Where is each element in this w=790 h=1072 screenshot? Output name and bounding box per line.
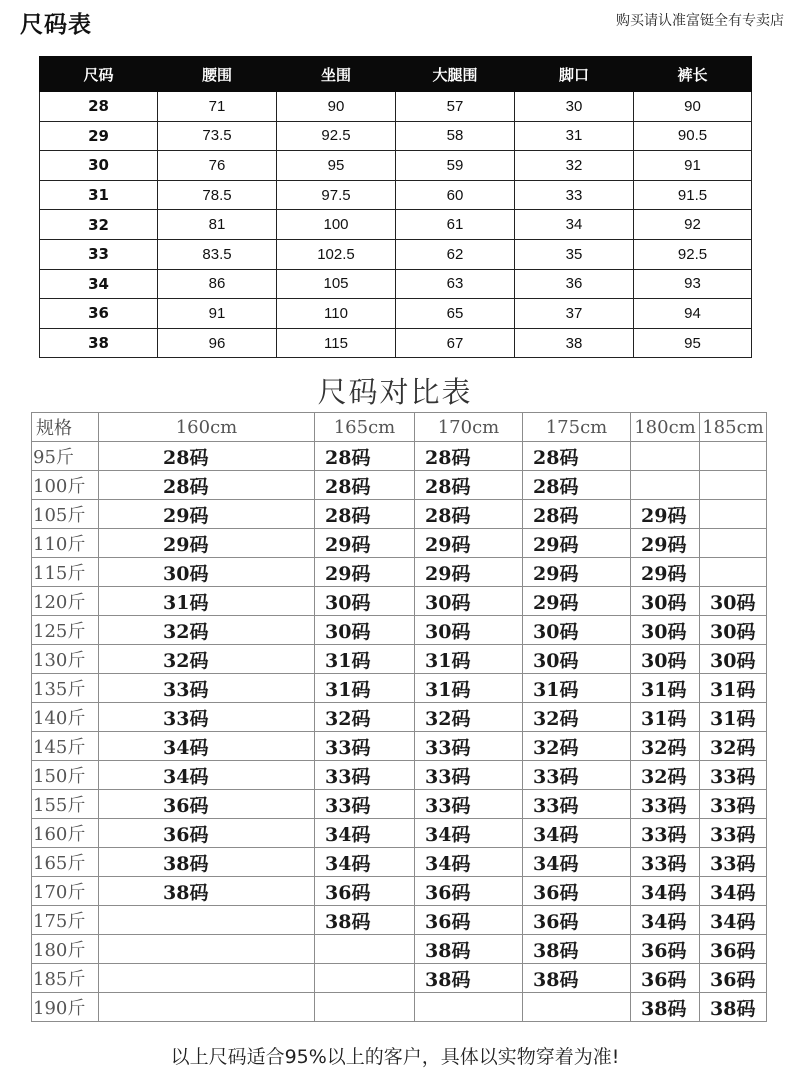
size-cell: 30码 [523, 645, 631, 674]
size-cell: 32码 [99, 645, 315, 674]
size-cell: 29码 [631, 529, 700, 558]
size-cell: 32码 [315, 703, 415, 732]
size-cell: 34码 [415, 848, 523, 877]
size-cell: 32码 [700, 732, 767, 761]
size-cell: 36码 [631, 935, 700, 964]
size-value-cell: 32 [515, 151, 634, 181]
size-cell: 32码 [631, 732, 700, 761]
size-cell: 33码 [415, 761, 523, 790]
size-value-cell: 35 [515, 239, 634, 269]
size-value-cell: 34 [515, 210, 634, 240]
size-table-header [40, 57, 752, 92]
size-value-cell: 110 [277, 299, 396, 329]
height-header-cell: 180cm [631, 413, 700, 442]
size-cell: 28码 [315, 500, 415, 529]
size-value-cell: 38 [515, 328, 634, 358]
size-cell: 38码 [99, 848, 315, 877]
weight-cell: 115斤 [32, 558, 99, 587]
spec-header-cell: 规格 [32, 413, 99, 442]
size-value-cell: 33 [515, 180, 634, 210]
size-cell: 30码 [99, 558, 315, 587]
size-cell: 29码 [523, 558, 631, 587]
weight-cell: 130斤 [32, 645, 99, 674]
size-value-cell: 30 [515, 92, 634, 122]
size-cell: 34码 [523, 819, 631, 848]
size-cell: 28码 [99, 471, 315, 500]
table-row [32, 993, 767, 1022]
size-cell: 31码 [631, 703, 700, 732]
size-cell: 30码 [523, 616, 631, 645]
size-cell: 36码 [99, 790, 315, 819]
table-row [32, 645, 767, 674]
weight-cell: 140斤 [32, 703, 99, 732]
size-value-cell: 31 [515, 121, 634, 151]
size-cell: 33码 [700, 848, 767, 877]
size-cell [99, 964, 315, 993]
size-cell: 38码 [523, 964, 631, 993]
size-cell: 29码 [523, 529, 631, 558]
size-cell: 33码 [415, 732, 523, 761]
size-value-cell: 92.5 [277, 121, 396, 151]
size-cell [99, 993, 315, 1022]
size-cell [315, 935, 415, 964]
size-header-cell: 坐围 [277, 57, 396, 92]
size-cell: 30码 [415, 616, 523, 645]
table-row [32, 587, 767, 616]
height-header-cell: 175cm [523, 413, 631, 442]
size-cell: 36码 [700, 964, 767, 993]
size-cell: 30码 [631, 645, 700, 674]
size-cell: 28码 [315, 442, 415, 471]
size-cell: 29码 [315, 558, 415, 587]
size-cell: 31码 [631, 674, 700, 703]
size-cell: 34码 [99, 761, 315, 790]
height-header-cell: 160cm [99, 413, 315, 442]
size-value-cell: 78.5 [158, 180, 277, 210]
table-row [32, 877, 767, 906]
weight-cell: 190斤 [32, 993, 99, 1022]
size-cell: 33码 [700, 761, 767, 790]
size-cell: 33码 [523, 790, 631, 819]
height-header-cell: 165cm [315, 413, 415, 442]
size-cell: 32码 [99, 616, 315, 645]
size-cell [415, 993, 523, 1022]
weight-cell: 180斤 [32, 935, 99, 964]
size-value-cell: 94 [634, 299, 752, 329]
size-cell: 29码 [99, 500, 315, 529]
size-cell [700, 471, 767, 500]
size-value-cell: 115 [277, 328, 396, 358]
size-value-cell: 71 [158, 92, 277, 122]
table-row [40, 299, 752, 329]
size-cell [315, 993, 415, 1022]
size-cell: 32码 [415, 703, 523, 732]
size-value-cell: 81 [158, 210, 277, 240]
size-label-cell: 38 [40, 328, 158, 358]
size-cell: 30码 [700, 645, 767, 674]
size-cell: 30码 [700, 616, 767, 645]
size-value-cell: 92.5 [634, 239, 752, 269]
size-value-cell: 91 [634, 151, 752, 181]
size-value-cell: 93 [634, 269, 752, 299]
size-cell: 36码 [315, 877, 415, 906]
size-cell [700, 529, 767, 558]
size-cell: 34码 [99, 732, 315, 761]
size-cell: 29码 [415, 529, 523, 558]
weight-cell: 155斤 [32, 790, 99, 819]
size-cell: 33码 [631, 819, 700, 848]
size-label-cell: 31 [40, 180, 158, 210]
size-cell: 38码 [415, 935, 523, 964]
compare-title: 尺码对比表 [317, 375, 473, 409]
size-value-cell: 37 [515, 299, 634, 329]
size-cell: 31码 [99, 587, 315, 616]
size-cell: 34码 [415, 819, 523, 848]
size-header-cell: 腰围 [158, 57, 277, 92]
size-cell: 30码 [415, 587, 523, 616]
weight-cell: 110斤 [32, 529, 99, 558]
size-value-cell: 58 [396, 121, 515, 151]
size-cell: 31码 [523, 674, 631, 703]
size-cell [700, 442, 767, 471]
size-cell: 33码 [631, 848, 700, 877]
size-header-cell: 尺码 [40, 57, 158, 92]
size-cell: 28码 [523, 471, 631, 500]
size-cell: 36码 [415, 877, 523, 906]
size-value-cell: 96 [158, 328, 277, 358]
table-row [40, 328, 752, 358]
weight-cell: 105斤 [32, 500, 99, 529]
size-cell: 36码 [631, 964, 700, 993]
size-value-cell: 95 [634, 328, 752, 358]
size-cell: 36码 [523, 877, 631, 906]
weight-cell: 165斤 [32, 848, 99, 877]
size-value-cell: 92 [634, 210, 752, 240]
size-cell: 38码 [523, 935, 631, 964]
size-cell: 28码 [415, 500, 523, 529]
size-cell: 36码 [415, 906, 523, 935]
size-cell: 34码 [631, 877, 700, 906]
size-cell: 31码 [700, 674, 767, 703]
size-cell: 30码 [315, 616, 415, 645]
size-cell: 33码 [315, 761, 415, 790]
size-value-cell: 83.5 [158, 239, 277, 269]
size-value-cell: 61 [396, 210, 515, 240]
table-row [32, 500, 767, 529]
size-cell: 28码 [315, 471, 415, 500]
table-row [32, 906, 767, 935]
size-value-cell: 97.5 [277, 180, 396, 210]
size-cell [99, 906, 315, 935]
size-value-cell: 95 [277, 151, 396, 181]
size-cell: 29码 [631, 558, 700, 587]
compare-table-header [32, 413, 767, 442]
table-row [40, 151, 752, 181]
weight-cell: 125斤 [32, 616, 99, 645]
size-cell: 36码 [700, 935, 767, 964]
table-row [32, 471, 767, 500]
size-cell: 33码 [315, 790, 415, 819]
weight-cell: 170斤 [32, 877, 99, 906]
size-value-cell: 36 [515, 269, 634, 299]
size-cell: 32码 [523, 703, 631, 732]
size-label-cell: 33 [40, 239, 158, 269]
size-cell [700, 558, 767, 587]
size-label-cell: 30 [40, 151, 158, 181]
size-cell: 28码 [523, 500, 631, 529]
size-value-cell: 60 [396, 180, 515, 210]
size-cell: 29码 [631, 500, 700, 529]
size-cell: 33码 [700, 790, 767, 819]
size-table [39, 56, 752, 358]
size-label-cell: 29 [40, 121, 158, 151]
size-cell: 32码 [523, 732, 631, 761]
weight-cell: 100斤 [32, 471, 99, 500]
weight-cell: 135斤 [32, 674, 99, 703]
size-value-cell: 91 [158, 299, 277, 329]
size-cell: 30码 [631, 616, 700, 645]
size-cell: 33码 [315, 732, 415, 761]
size-cell: 29码 [99, 529, 315, 558]
table-row [32, 819, 767, 848]
table-row [32, 964, 767, 993]
size-cell [700, 500, 767, 529]
size-value-cell: 73.5 [158, 121, 277, 151]
size-cell: 38码 [631, 993, 700, 1022]
size-label-cell: 36 [40, 299, 158, 329]
size-cell: 36码 [99, 819, 315, 848]
size-value-cell: 65 [396, 299, 515, 329]
table-row [32, 790, 767, 819]
size-cell: 31码 [415, 645, 523, 674]
size-cell: 34码 [631, 906, 700, 935]
weight-cell: 160斤 [32, 819, 99, 848]
size-cell: 33码 [415, 790, 523, 819]
table-row [32, 732, 767, 761]
table-row [32, 848, 767, 877]
size-cell: 28码 [523, 442, 631, 471]
store-notice: 购买请认准富铤全有专卖店 [616, 13, 784, 29]
table-row [40, 121, 752, 151]
size-value-cell: 62 [396, 239, 515, 269]
size-cell: 28码 [415, 471, 523, 500]
weight-cell: 120斤 [32, 587, 99, 616]
table-row [32, 558, 767, 587]
table-row [32, 761, 767, 790]
page-title: 尺码表 [20, 12, 92, 38]
size-cell: 29码 [523, 587, 631, 616]
size-cell: 34码 [315, 819, 415, 848]
size-cell: 34码 [700, 877, 767, 906]
size-cell: 38码 [99, 877, 315, 906]
size-cell: 36码 [523, 906, 631, 935]
size-value-cell: 102.5 [277, 239, 396, 269]
size-cell: 29码 [315, 529, 415, 558]
size-value-cell: 100 [277, 210, 396, 240]
size-label-cell: 32 [40, 210, 158, 240]
size-value-cell: 90 [634, 92, 752, 122]
table-row [32, 529, 767, 558]
size-label-cell: 28 [40, 92, 158, 122]
table-row [32, 703, 767, 732]
size-value-cell: 86 [158, 269, 277, 299]
size-header-cell: 裤长 [634, 57, 752, 92]
size-cell: 30码 [700, 587, 767, 616]
size-cell: 34码 [523, 848, 631, 877]
size-cell: 28码 [415, 442, 523, 471]
size-cell: 31码 [700, 703, 767, 732]
table-row [40, 210, 752, 240]
size-cell: 33码 [99, 703, 315, 732]
size-value-cell: 105 [277, 269, 396, 299]
size-cell [99, 935, 315, 964]
table-row [40, 239, 752, 269]
size-value-cell: 63 [396, 269, 515, 299]
size-value-cell: 91.5 [634, 180, 752, 210]
size-cell: 34码 [700, 906, 767, 935]
weight-cell: 150斤 [32, 761, 99, 790]
size-value-cell: 90.5 [634, 121, 752, 151]
footnote: 以上尺码适合95%以上的客户，具体以实物穿着为准! [170, 1046, 620, 1068]
size-cell: 33码 [700, 819, 767, 848]
weight-cell: 95斤 [32, 442, 99, 471]
height-header-cell: 170cm [415, 413, 523, 442]
size-cell: 31码 [415, 674, 523, 703]
size-cell: 31码 [315, 645, 415, 674]
table-row [40, 180, 752, 210]
size-cell: 31码 [315, 674, 415, 703]
size-label-cell: 34 [40, 269, 158, 299]
size-cell: 29码 [415, 558, 523, 587]
weight-cell: 185斤 [32, 964, 99, 993]
size-cell: 30码 [631, 587, 700, 616]
size-cell: 32码 [631, 761, 700, 790]
size-cell [631, 442, 700, 471]
size-cell: 38码 [315, 906, 415, 935]
size-cell: 28码 [99, 442, 315, 471]
size-cell: 34码 [315, 848, 415, 877]
size-cell: 33码 [523, 761, 631, 790]
size-header-cell: 脚口 [515, 57, 634, 92]
table-row [32, 674, 767, 703]
size-cell [631, 471, 700, 500]
weight-cell: 145斤 [32, 732, 99, 761]
size-value-cell: 59 [396, 151, 515, 181]
size-value-cell: 57 [396, 92, 515, 122]
table-row [32, 442, 767, 471]
size-cell: 38码 [415, 964, 523, 993]
size-cell: 38码 [700, 993, 767, 1022]
table-row [40, 92, 752, 122]
table-row [32, 616, 767, 645]
size-cell: 30码 [315, 587, 415, 616]
size-value-cell: 76 [158, 151, 277, 181]
size-cell: 33码 [631, 790, 700, 819]
size-value-cell: 67 [396, 328, 515, 358]
size-cell [315, 964, 415, 993]
weight-cell: 175斤 [32, 906, 99, 935]
table-row [32, 935, 767, 964]
table-row [40, 269, 752, 299]
size-compare-table [31, 412, 767, 1022]
height-header-cell: 185cm [700, 413, 767, 442]
size-header-cell: 大腿围 [396, 57, 515, 92]
size-cell [523, 993, 631, 1022]
size-value-cell: 90 [277, 92, 396, 122]
size-cell: 33码 [99, 674, 315, 703]
